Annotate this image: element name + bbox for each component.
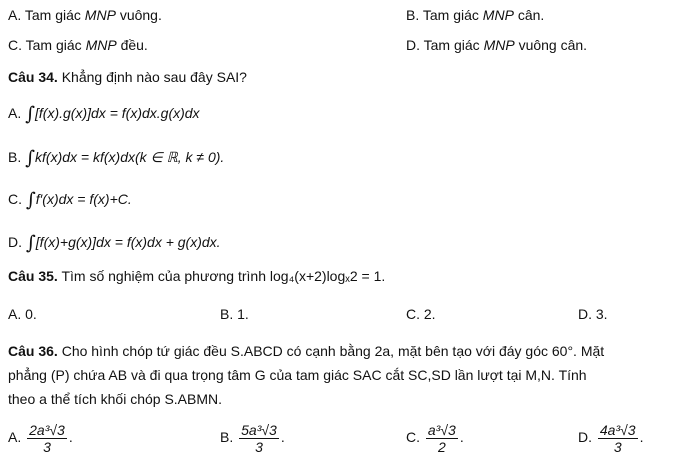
q36-question-line1 [8,343,604,359]
formula: f′(x)dx = f(x)+C. [35,191,132,207]
option-text: Tam giác [423,37,480,53]
q35-option-c: C. 2. [406,306,436,322]
option-text: vuông cân. [518,37,588,53]
q34-option-b [8,145,224,167]
option-text: vuông. [119,7,162,23]
q33-option-a [8,7,162,23]
option-text: cân. [517,7,545,23]
option-text: Tam giác [25,37,82,53]
question-number: Câu 34. [8,69,58,85]
option-label: C. [8,191,22,207]
question-number: Câu 35. [8,268,58,284]
option-label: A. [8,7,22,23]
q36-question-line3: theo a thể tích khối chóp S.ABMN. [8,391,223,407]
denominator: 3 [613,439,622,455]
denominator: 3 [43,439,51,455]
option-var: MNP [483,37,515,53]
q35-option-b: B. 1. [220,306,249,322]
q36-option-c: C. $\frac{\text{a³√3}}{2}$ . [406,422,464,455]
option-text: Tam giác [24,7,81,23]
fraction [239,422,279,455]
q33-option-c [8,37,148,53]
fraction [598,422,638,455]
question-text: Khẳng định nào sau đây SAI? [61,69,247,85]
option-label: D. [578,429,592,446]
option-label: C. [8,37,22,53]
numerator: 2a³√3 [29,422,65,438]
option-text: Tam giác [422,7,479,23]
option-text: đều. [120,37,148,53]
integral-sign-icon: ∫ [25,147,36,169]
fraction [426,422,458,455]
q35-option-d: D. 3. [578,306,608,322]
question-text: Tìm số nghiệm của phương trình log₄(x+2)logₓ2 = 1. [61,268,386,284]
option-label: A. [8,105,22,121]
q33-option-b [406,7,544,23]
option-var: MNP [482,7,514,23]
denominator: 2 [437,439,446,455]
q34-option-d [8,230,221,252]
q34-question [8,69,247,85]
q36-question-line2: phẳng (P) chứa AB và đi qua trọng tâm G của tam giác SAC cắt SC,SD lần lượt tại M,N. Tính [8,367,587,383]
formula: kf(x)dx = kf(x)dx(k ∈ ℝ, k ≠ 0). [35,149,225,165]
numerator: a³√3 [427,422,456,438]
option-label: D. [8,234,22,250]
option-label: B. [220,429,234,446]
question-text: Cho hình chóp tứ giác đều S.ABCD có cạnh bằng 2a, mặt bên tạo với đáy góc 60°. Mặt [61,343,605,359]
fraction [27,422,67,455]
option-var: MNP [85,37,117,53]
integral-sign-icon: ∫ [25,232,36,254]
q34-option-a [8,101,200,123]
question-number: Câu 36. [8,343,58,359]
integral-sign-icon: ∫ [25,103,36,125]
formula: [f(x).g(x)]dx = f(x)dx.g(x)dx [35,105,200,121]
option-label: D. [406,37,420,53]
option-label: B. [8,149,22,165]
q36-option-b: B. $\frac{\text{5a³√3}}{3}$ . [220,422,285,455]
option-label: A. [8,429,22,446]
option-var: MNP [84,7,116,23]
q36-option-d: D. $\frac{\text{4a³√3}}{3}$ . [578,422,644,455]
integral-sign-icon: ∫ [25,189,36,211]
q33-option-d [406,37,587,53]
q35-option-a: A. 0. [8,306,37,322]
q35-question [8,268,385,284]
option-label: B. [406,7,420,23]
q36-option-a: A. $\frac{\text{2a³√3}}{3}$ . [8,422,73,455]
numerator: 4a³√3 [599,422,636,438]
q34-option-c [8,187,132,209]
denominator: 3 [255,439,263,455]
option-label: C. [406,429,420,446]
numerator: 5a³√3 [241,422,277,438]
formula: [f(x)+g(x)]dx = f(x)dx + g(x)dx. [35,234,221,250]
